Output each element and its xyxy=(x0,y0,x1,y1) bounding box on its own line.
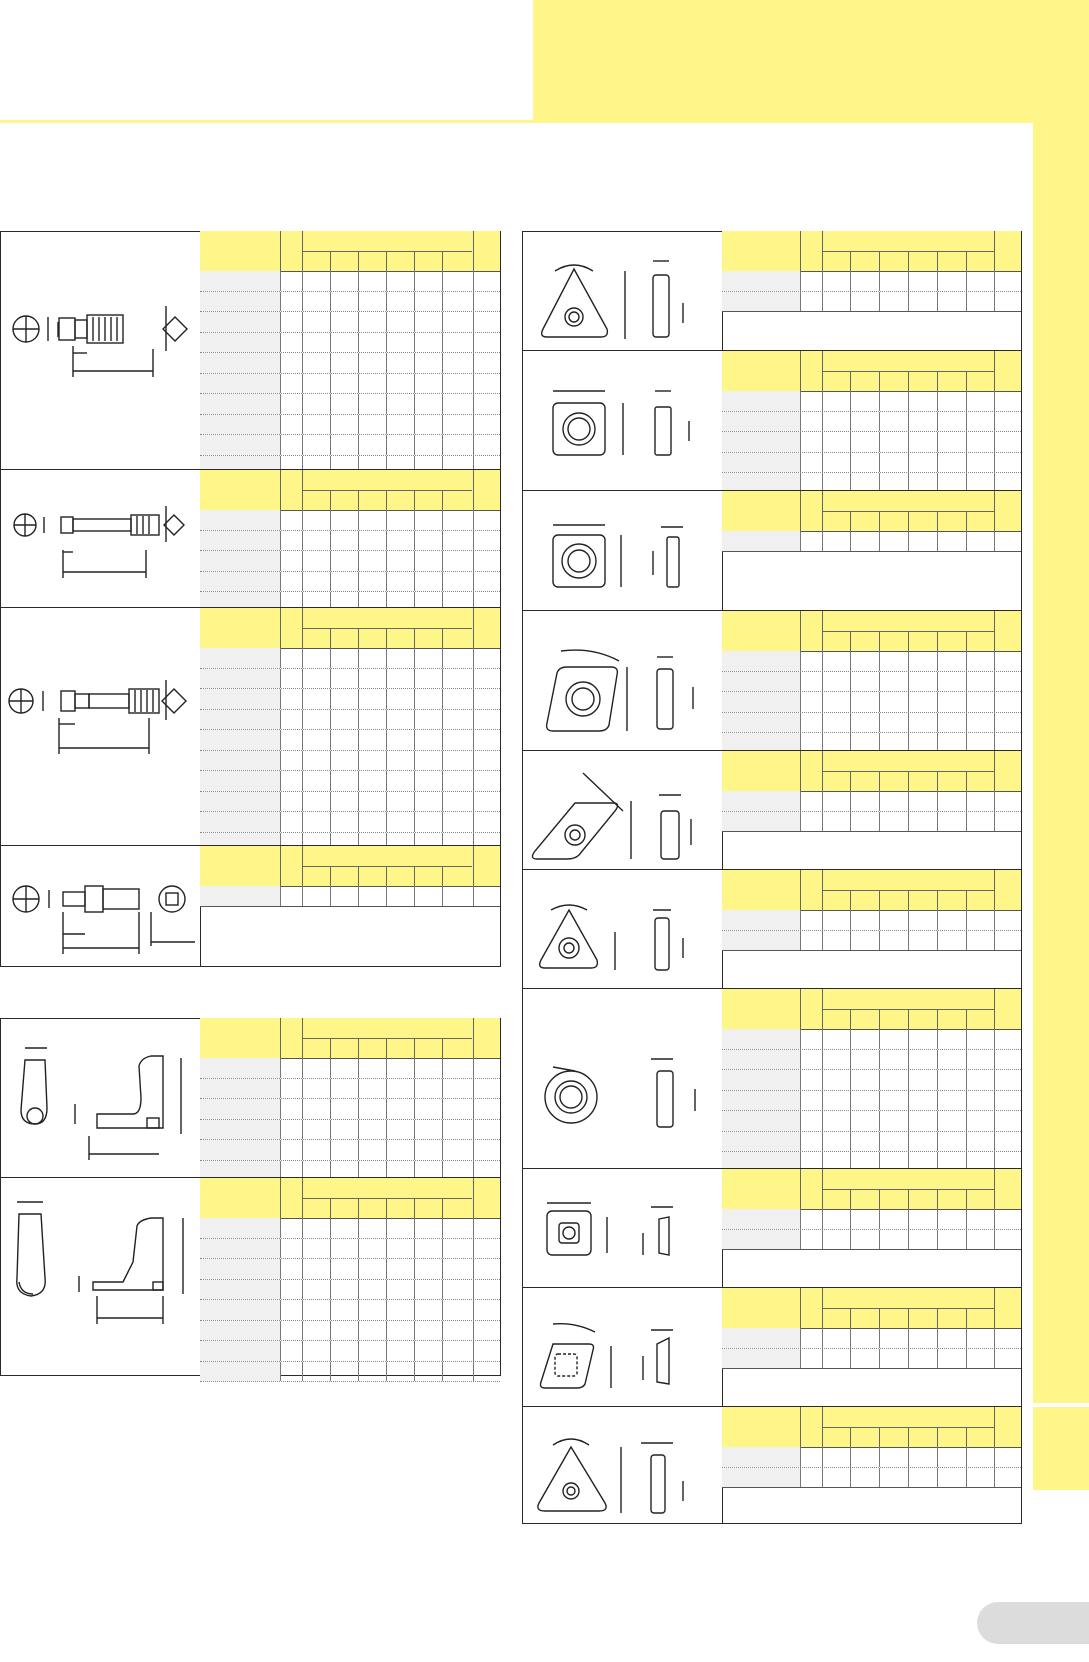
screw-drawing xyxy=(1,470,200,608)
table-row xyxy=(722,271,1021,292)
table-row xyxy=(200,510,500,531)
drawing-cell xyxy=(523,351,723,491)
section-square-insert-3 xyxy=(523,1168,1021,1288)
table-row xyxy=(200,1280,500,1301)
table-row xyxy=(200,1218,500,1239)
square-insert-drawing xyxy=(523,491,722,611)
rhombic-insert-drawing xyxy=(523,611,722,751)
table-row xyxy=(200,271,500,292)
table-rows xyxy=(200,271,500,476)
page-number-tab xyxy=(977,1602,1089,1644)
table-row xyxy=(200,551,500,572)
table-row xyxy=(200,1300,500,1321)
table-row xyxy=(200,812,500,833)
table-row xyxy=(722,1132,1021,1153)
table-row xyxy=(200,1099,500,1120)
table-row xyxy=(722,1070,1021,1091)
table-row xyxy=(200,751,500,772)
spec-table xyxy=(200,231,500,469)
table-row xyxy=(200,1239,500,1260)
left-panel-clamps xyxy=(0,1018,501,1376)
side-tab-divider xyxy=(1033,1403,1089,1407)
drawing-cell xyxy=(523,751,723,870)
table-row xyxy=(722,672,1021,693)
section-clamp-2 xyxy=(1,1177,500,1376)
table-row xyxy=(722,292,1021,313)
table-row xyxy=(722,791,1021,812)
table-row xyxy=(722,931,1021,952)
section-round-insert xyxy=(523,988,1021,1169)
spec-table xyxy=(722,491,1021,611)
section-rhombic-insert-2 xyxy=(523,1287,1021,1407)
table-row xyxy=(722,531,1021,552)
left-panel-screws xyxy=(0,231,501,967)
spec-table xyxy=(722,1288,1021,1407)
table-row xyxy=(200,333,500,354)
drawing-cell xyxy=(523,1169,723,1288)
right-panel-inserts xyxy=(522,231,1022,1524)
table-row xyxy=(200,1259,500,1280)
header-yellow-rule xyxy=(0,120,1089,123)
table-header xyxy=(200,231,500,272)
table-row xyxy=(200,771,500,792)
spec-table xyxy=(722,231,1021,350)
drawing-cell xyxy=(523,1288,723,1407)
square-insert-drawing xyxy=(523,1169,722,1288)
side-yellow-tab xyxy=(1033,122,1089,1490)
table-row xyxy=(722,391,1021,412)
drawing-cell xyxy=(523,989,723,1169)
section-square-insert xyxy=(523,350,1021,491)
table-row xyxy=(200,689,500,710)
drawing-cell xyxy=(1,846,201,967)
table-row xyxy=(722,453,1021,474)
spec-table xyxy=(722,611,1021,751)
section-triangle-insert-2 xyxy=(523,869,1021,989)
table-row xyxy=(722,910,1021,931)
round-insert-drawing xyxy=(523,989,722,1169)
table-row xyxy=(722,412,1021,433)
table-row xyxy=(722,1029,1021,1050)
drawing-cell xyxy=(1,470,201,608)
section-clamp-1 xyxy=(1,1018,500,1177)
table-rows xyxy=(200,1218,500,1382)
spec-table xyxy=(722,989,1021,1169)
drawing-cell xyxy=(1,1018,201,1177)
table-row xyxy=(722,1328,1021,1349)
section-triangle-insert xyxy=(523,231,1021,350)
triangle-insert-drawing xyxy=(523,1407,722,1524)
table-row xyxy=(722,1091,1021,1112)
diamond-insert-drawing xyxy=(523,751,722,870)
table-row xyxy=(200,572,500,593)
table-row xyxy=(722,432,1021,453)
spec-table xyxy=(722,1169,1021,1288)
section-screw-1 xyxy=(1,231,500,469)
section-triangle-insert-3 xyxy=(523,1406,1021,1524)
section-diamond-insert xyxy=(523,750,1021,870)
triangle-insert-drawing xyxy=(523,870,722,989)
section-screw-4 xyxy=(1,845,500,967)
table-row xyxy=(200,792,500,813)
header-yellow-band xyxy=(533,0,1089,122)
section-square-insert-2 xyxy=(523,490,1021,611)
table-header xyxy=(200,1178,500,1219)
table-row xyxy=(200,435,500,456)
spec-table xyxy=(200,1178,500,1376)
spec-table xyxy=(200,608,500,846)
drawing-cell xyxy=(523,491,723,611)
table-header xyxy=(200,608,500,649)
section-screw-2 xyxy=(1,469,500,608)
table-row xyxy=(200,394,500,415)
table-row xyxy=(722,651,1021,672)
table-row xyxy=(200,312,500,333)
table-row xyxy=(200,1362,500,1383)
spec-table xyxy=(722,870,1021,989)
spec-table xyxy=(200,470,500,608)
table-row xyxy=(200,1120,500,1141)
screw-drawing xyxy=(1,608,200,846)
table-row xyxy=(722,692,1021,713)
drawing-cell xyxy=(1,1178,201,1376)
drawing-cell xyxy=(523,870,723,989)
rhombic-insert-drawing xyxy=(523,1288,722,1407)
table-row xyxy=(200,292,500,313)
table-rows xyxy=(200,510,500,613)
table-row xyxy=(722,713,1021,734)
table-row xyxy=(200,353,500,374)
screw-drawing xyxy=(1,231,200,469)
table-row xyxy=(722,1230,1021,1251)
spec-table xyxy=(722,351,1021,491)
spec-table xyxy=(722,1407,1021,1524)
table-row xyxy=(200,648,500,669)
screw-drawing xyxy=(1,846,200,967)
table-rows xyxy=(200,886,500,907)
triangle-insert-drawing xyxy=(523,231,722,350)
table-row xyxy=(200,1341,500,1362)
table-row xyxy=(200,669,500,690)
table-row xyxy=(722,1111,1021,1132)
table-row xyxy=(200,1079,500,1100)
table-header xyxy=(200,846,500,887)
spec-table xyxy=(722,751,1021,870)
table-rows xyxy=(200,648,500,853)
table-row xyxy=(200,374,500,395)
table-row xyxy=(200,1058,500,1079)
table-row xyxy=(200,730,500,751)
table-row xyxy=(200,531,500,552)
drawing-cell xyxy=(1,231,201,469)
table-rows xyxy=(200,1058,500,1181)
clamp-drawing xyxy=(1,1178,200,1376)
table-row xyxy=(722,1349,1021,1370)
table-row xyxy=(722,1050,1021,1071)
table-header xyxy=(200,470,500,511)
drawing-cell xyxy=(523,1407,723,1524)
spec-table xyxy=(200,846,500,967)
section-screw-3 xyxy=(1,607,500,846)
table-row xyxy=(200,1321,500,1342)
table-row xyxy=(200,710,500,731)
table-row xyxy=(722,1447,1021,1468)
drawing-cell xyxy=(1,608,201,846)
table-header xyxy=(200,1018,500,1059)
table-row xyxy=(200,415,500,436)
square-insert-drawing xyxy=(523,351,722,491)
table-row xyxy=(722,812,1021,833)
table-row xyxy=(722,1468,1021,1489)
drawing-cell xyxy=(523,231,723,350)
clamp-drawing xyxy=(1,1018,200,1177)
section-rhombic-insert xyxy=(523,610,1021,751)
table-row xyxy=(200,886,500,907)
table-row xyxy=(200,1140,500,1161)
table-row xyxy=(722,1209,1021,1230)
drawing-cell xyxy=(523,611,723,751)
spec-table xyxy=(200,1018,500,1177)
